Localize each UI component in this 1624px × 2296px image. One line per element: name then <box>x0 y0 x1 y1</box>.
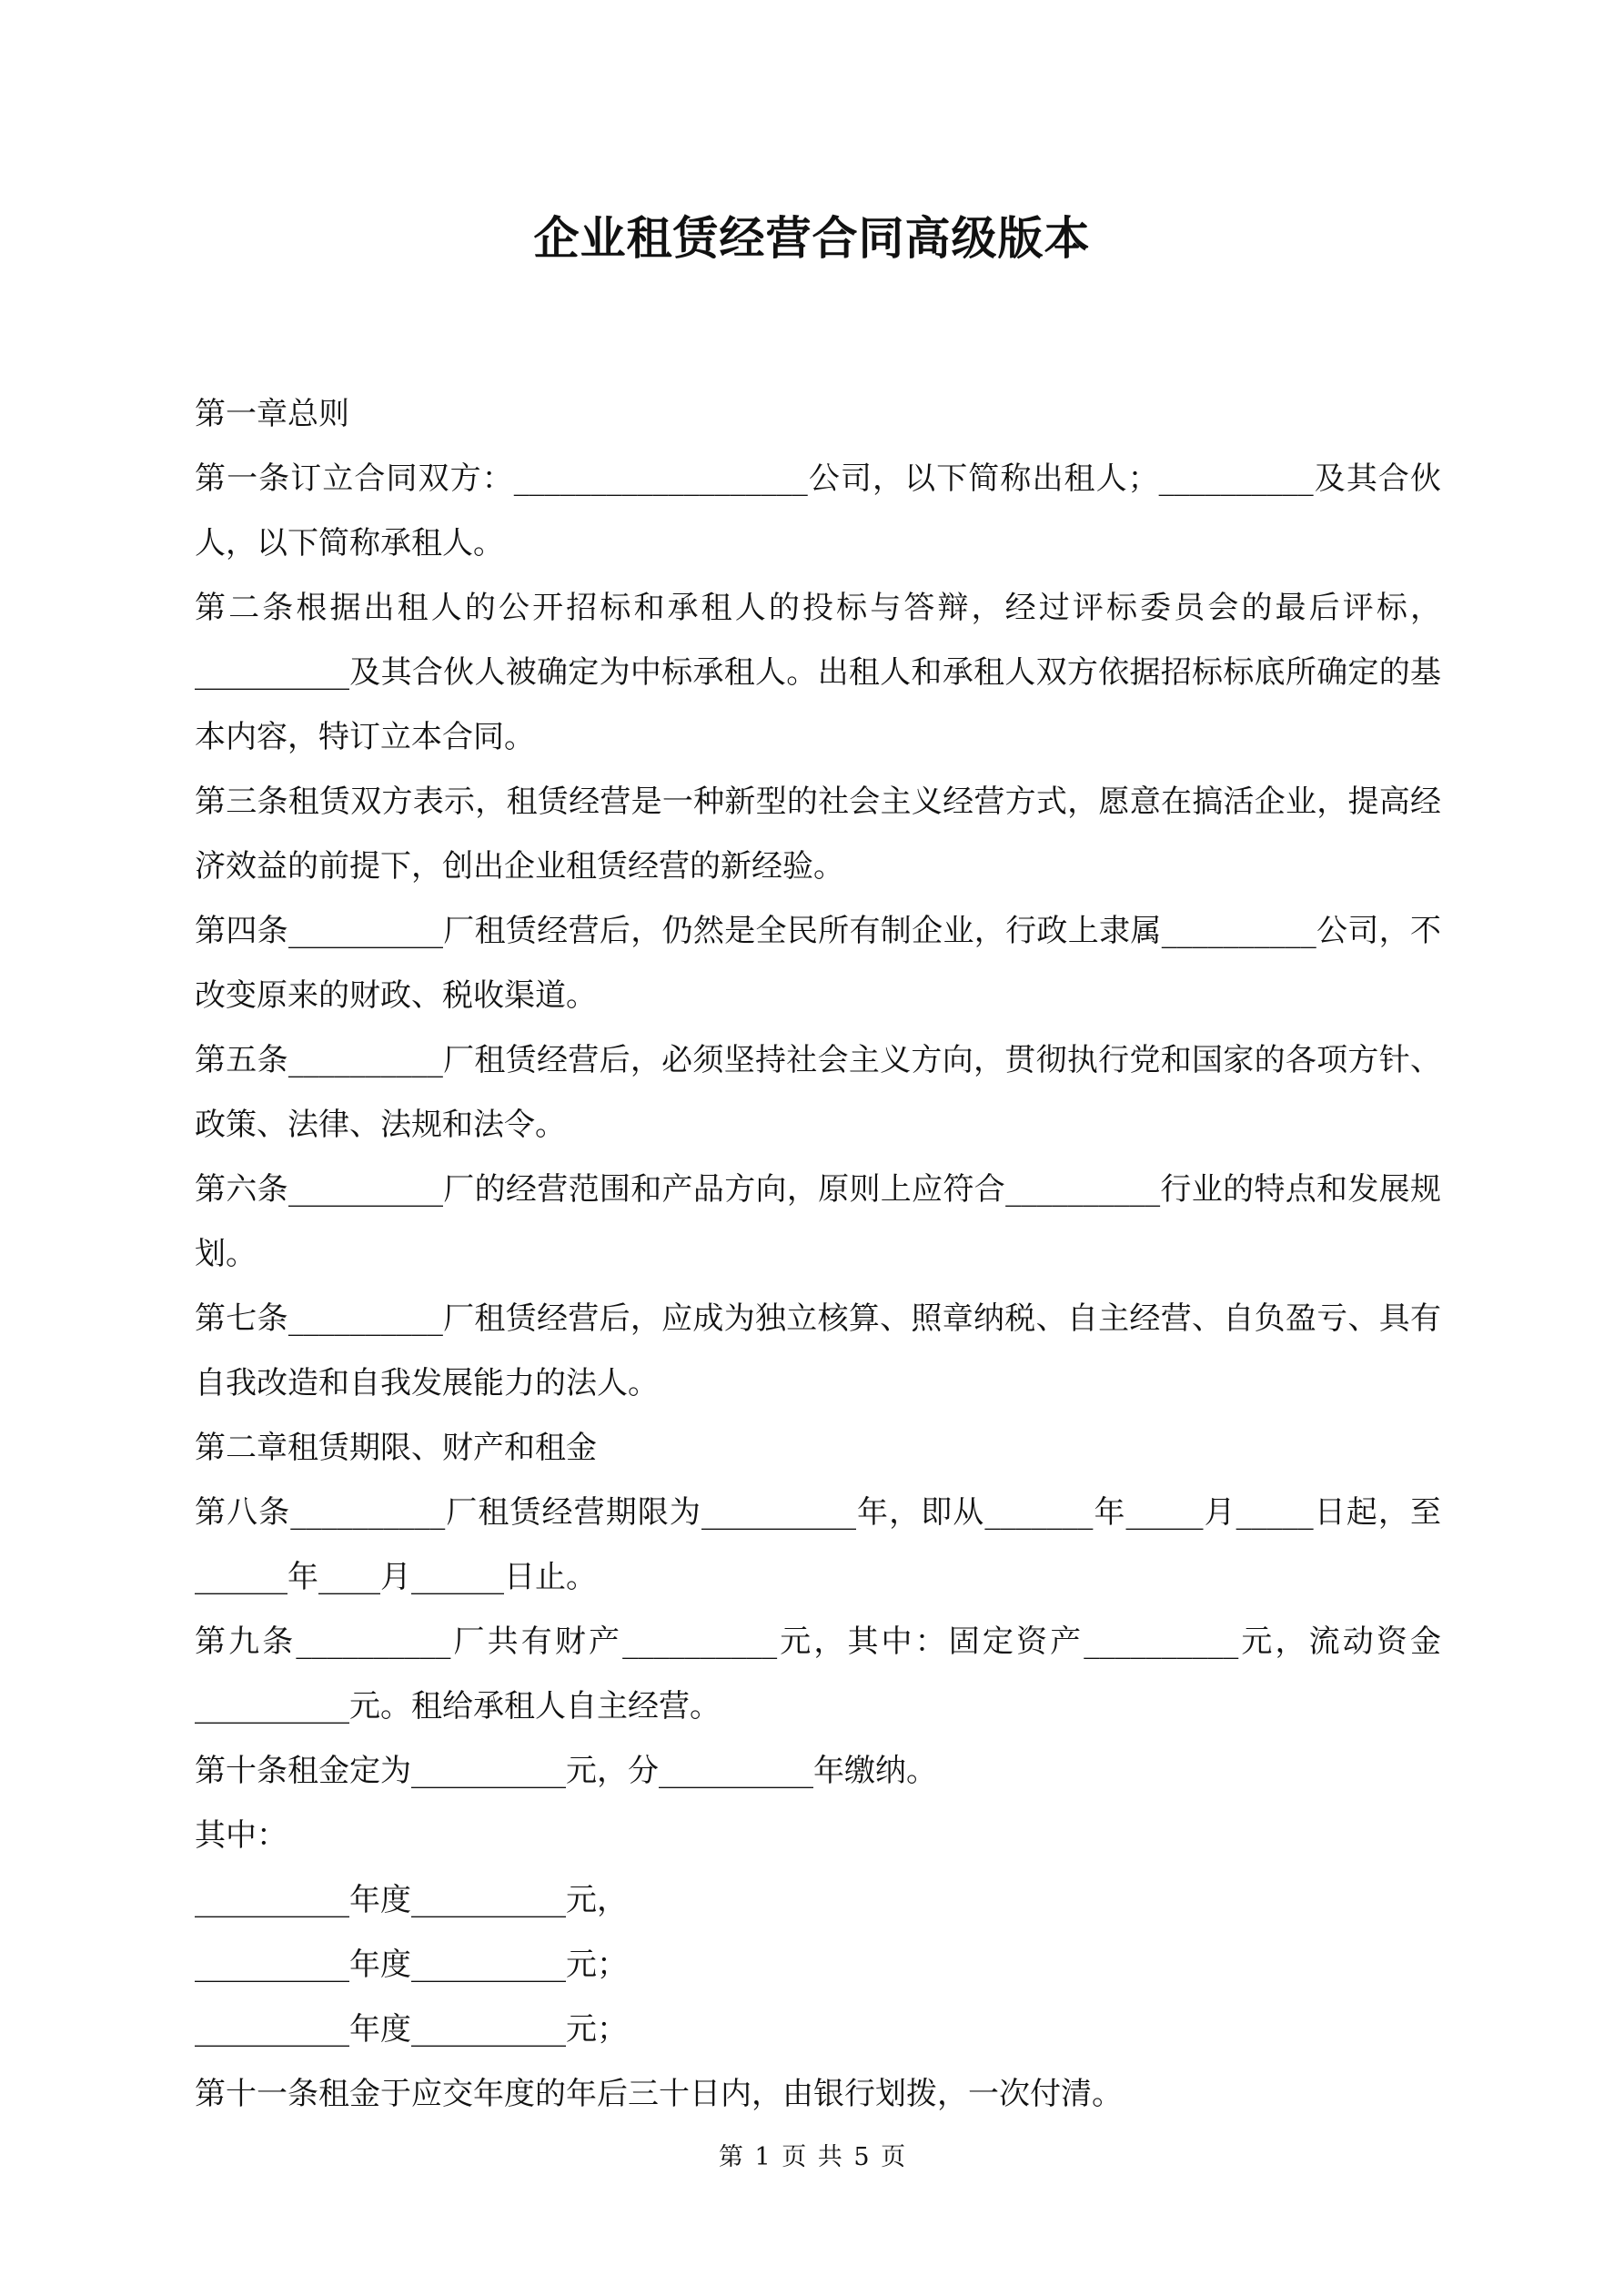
article-paragraph: 第一条订立合同双方：___________________公司，以下简称出租人；__________及其合伙人，以下简称承租人。 <box>195 460 1441 561</box>
chapter-heading: 第二章租赁期限、财产和租金 <box>195 1430 597 1466</box>
chapter-heading: 第一章总则 <box>195 396 349 432</box>
article-paragraph: 第三条租赁双方表示，租赁经营是一种新型的社会主义经营方式，愿意在搞活企业，提高经济效益的前提下，创出企业租赁经营的新经验。 <box>195 784 1441 885</box>
rent-line: __________年度__________元， <box>195 1882 628 1918</box>
document-body <box>195 382 1441 2127</box>
rent-line: __________年度__________元； <box>195 2011 628 2048</box>
article-paragraph: 其中： <box>195 1817 287 1854</box>
article-paragraph: 第六条__________厂的经营范围和产品方向，原则上应符合__________行业的特点和发展规划。 <box>195 1171 1441 1272</box>
article-paragraph: 第四条__________厂租赁经营后，仍然是全民所有制企业，行政上隶属__________公司，不改变原来的财政、税收渠道。 <box>195 913 1441 1014</box>
article-paragraph: 第八条__________厂租赁经营期限为__________年，即从_______年_____月_____日起，至______年____月______日止。 <box>195 1494 1441 1595</box>
rent-line: __________年度__________元； <box>195 1947 628 1983</box>
page-footer: 第 1 页 共 5 页 <box>718 2143 906 2171</box>
article-paragraph: 第五条__________厂租赁经营后，必须坚持社会主义方向，贯彻执行党和国家的各项方针、政策、法律、法规和法令。 <box>195 1042 1441 1143</box>
article-paragraph: 第七条__________厂租赁经营后，应成为独立核算、照章纳税、自主经营、自负盈亏、具有自我改造和自我发展能力的法人。 <box>195 1300 1441 1401</box>
article-paragraph: 第十一条租金于应交年度的年后三十日内，由银行划拨，一次付清。 <box>195 2076 1123 2112</box>
article-paragraph: 第九条__________厂共有财产__________元，其中：固定资产__________元，流动资金__________元。租给承租人自主经营。 <box>195 1623 1441 1725</box>
article-paragraph: 第十条租金定为__________元，分__________年缴纳。 <box>195 1753 937 1789</box>
document-title: 企业租赁经营合同高级版本 <box>533 211 1091 265</box>
article-paragraph: 第二条根据出租人的公开招标和承租人的投标与答辩，经过评标委员会的最后评标，__________及其合伙人被确定为中标承租人。出租人和承租人双方依据招标标底所确定的基本内容，特订立本合同。 <box>195 590 1441 755</box>
